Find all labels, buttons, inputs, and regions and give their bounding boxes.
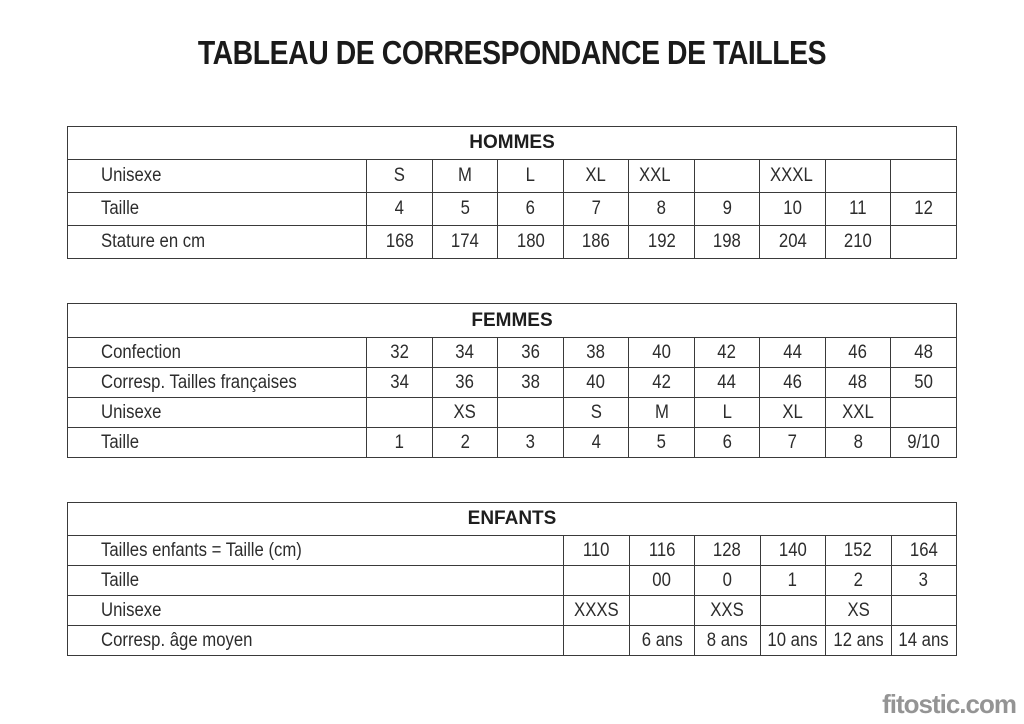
cell: [760, 193, 826, 226]
cell: [694, 226, 760, 259]
cell: [760, 160, 826, 193]
cell-text: XXL: [639, 165, 671, 186]
cell-text: Tailles enfants = Taille (cm): [101, 539, 302, 561]
row-label: [68, 398, 367, 428]
cell: [367, 193, 433, 226]
table-row: [68, 428, 957, 458]
cell: [825, 160, 891, 193]
cell: [760, 368, 826, 398]
cell-text: 210: [844, 231, 872, 252]
cell-text: 152: [844, 539, 873, 561]
cell: [760, 398, 826, 428]
cell-text: 10: [783, 198, 802, 219]
cell-text: 3: [919, 569, 929, 591]
enfants-table: [67, 502, 957, 656]
cell: [367, 428, 433, 458]
table-row: [68, 160, 957, 193]
cell-text: 9/10: [907, 431, 940, 453]
cell: [432, 193, 498, 226]
cell-text: 164: [909, 539, 938, 561]
cell: [432, 428, 498, 458]
table-row: [68, 566, 957, 596]
table-row: [68, 596, 957, 626]
cell: [891, 536, 957, 566]
cell-text: 7: [591, 198, 601, 219]
cell-text: 204: [778, 231, 807, 252]
cell: [760, 566, 826, 596]
row-label: [68, 368, 367, 398]
cell-text: 00: [652, 569, 672, 591]
cell: [629, 398, 695, 428]
cell: [564, 536, 630, 566]
cell-text: 110: [582, 539, 610, 561]
cell-text: 40: [652, 341, 671, 363]
cell: [563, 338, 629, 368]
row-label: [68, 626, 564, 656]
cell: [629, 160, 695, 193]
cell: [891, 398, 957, 428]
cell-text: XXL: [842, 401, 874, 423]
cell: [825, 226, 891, 259]
cell-text: Corresp. Tailles françaises: [101, 371, 297, 393]
row-label: [68, 193, 367, 226]
cell: [367, 368, 433, 398]
cell-text: 42: [717, 341, 737, 363]
cell-text: 192: [647, 231, 676, 252]
cell: [695, 596, 761, 626]
cell-text: Taille: [101, 569, 140, 591]
cell-text: 8: [853, 431, 863, 453]
cell-text: 6 ans: [641, 629, 683, 651]
cell: [891, 626, 957, 656]
cell: [825, 338, 891, 368]
cell: [826, 536, 892, 566]
cell-text: 1: [788, 569, 798, 591]
cell: [498, 398, 564, 428]
cell-text: 5: [656, 431, 667, 453]
cell: [629, 536, 695, 566]
cell: [498, 338, 564, 368]
cell-text: L: [525, 165, 536, 186]
cell: [760, 226, 826, 259]
cell: [629, 193, 695, 226]
cell-text: 44: [783, 341, 802, 363]
cell-text: Unisexe: [101, 165, 162, 186]
cell-text: 10 ans: [767, 629, 818, 651]
cell-text: 36: [521, 341, 540, 363]
cell-text: 8 ans: [706, 629, 748, 651]
cell-text: Confection: [101, 341, 181, 363]
cell-text: 46: [783, 371, 802, 393]
cell: [891, 226, 957, 259]
cell-text: 44: [717, 371, 737, 393]
cell-text: Stature en cm: [101, 231, 206, 252]
cell: [563, 226, 629, 259]
cell-text: 6: [722, 431, 732, 453]
cell-text: 4: [394, 198, 405, 219]
cell-text: 2: [853, 569, 863, 591]
cell: [760, 626, 826, 656]
cell: [826, 596, 892, 626]
cell-text: XXXS: [573, 599, 619, 621]
cell: [367, 338, 433, 368]
cell: [629, 338, 695, 368]
cell: [695, 626, 761, 656]
cell: [498, 193, 564, 226]
cell-text: XL: [585, 165, 607, 186]
table-row: [68, 226, 957, 259]
cell: [891, 338, 957, 368]
cell-text: S: [393, 165, 405, 186]
cell: [629, 566, 695, 596]
cell-text: 42: [652, 371, 671, 393]
cell: [564, 596, 630, 626]
femmes-table: [67, 303, 957, 458]
cell-text: Corresp. âge moyen: [101, 629, 253, 651]
hommes-table: [67, 126, 957, 259]
cell-text: XL: [782, 401, 803, 423]
cell-text: XXS: [710, 599, 744, 621]
cell-text: XXXL: [770, 165, 813, 186]
cell-text: Taille: [101, 431, 140, 453]
cell: [629, 626, 695, 656]
cell: [891, 596, 957, 626]
row-label: [68, 226, 367, 259]
cell: [563, 193, 629, 226]
cell: [367, 160, 433, 193]
cell-text: 4: [591, 431, 601, 453]
cell: [891, 566, 957, 596]
cell-text: 46: [848, 341, 868, 363]
table-row: [68, 536, 957, 566]
cell: [432, 398, 498, 428]
cell: [695, 536, 761, 566]
cell-text: 198: [713, 231, 741, 252]
cell: [564, 566, 630, 596]
cell: [432, 338, 498, 368]
cell-text: 32: [390, 341, 409, 363]
cell-text: 48: [914, 341, 933, 363]
cell-text: 5: [460, 198, 470, 219]
cell: [825, 398, 891, 428]
cell-text: XS: [453, 401, 477, 423]
watermark: fitostic.com: [882, 689, 1016, 719]
cell: [760, 536, 826, 566]
cell-text: 0: [722, 569, 732, 591]
page-title: TABLEAU DE CORRESPONDANCE DE TAILLES: [197, 34, 827, 71]
cell: [432, 226, 498, 259]
cell-text: 38: [521, 371, 540, 393]
cell-text: M: [457, 165, 472, 186]
table-row: [68, 626, 957, 656]
cell: [694, 398, 760, 428]
cell: [825, 193, 891, 226]
cell: [367, 398, 433, 428]
cell-text: 3: [525, 431, 536, 453]
cell-text: S: [590, 401, 602, 423]
cell-text: 180: [516, 231, 545, 252]
cell-text: Unisexe: [101, 599, 162, 621]
cell: [760, 428, 826, 458]
cell: [695, 566, 761, 596]
cell-text: 6: [525, 198, 536, 219]
cell-text: 48: [848, 371, 868, 393]
cell: [432, 160, 498, 193]
femmes-header: FEMMES: [68, 304, 957, 338]
cell-text: 168: [385, 231, 414, 252]
table-row: [68, 193, 957, 226]
cell-text: XS: [847, 599, 870, 621]
cell-text: 8: [656, 198, 667, 219]
cell: [891, 368, 957, 398]
cell: [629, 226, 695, 259]
cell: [694, 338, 760, 368]
cell: [498, 226, 564, 259]
cell-text: 186: [581, 231, 610, 252]
cell: [629, 368, 695, 398]
cell: [891, 193, 957, 226]
cell: [825, 428, 891, 458]
row-label: [68, 536, 564, 566]
row-label: [68, 428, 367, 458]
cell-text: 12 ans: [833, 629, 884, 651]
cell: [694, 428, 760, 458]
cell: [432, 368, 498, 398]
row-label: [68, 338, 367, 368]
cell: [694, 193, 760, 226]
cell-text: 1: [394, 431, 405, 453]
cell-text: L: [722, 401, 732, 423]
cell-text: 34: [455, 341, 475, 363]
cell-text: Unisexe: [101, 401, 162, 423]
cell-text: 11: [849, 198, 867, 219]
cell: [826, 566, 892, 596]
cell-text: 50: [914, 371, 933, 393]
cell-text: 12: [914, 198, 933, 219]
cell: [498, 428, 564, 458]
cell-text: 34: [390, 371, 409, 393]
row-label: [68, 160, 367, 193]
cell: [563, 428, 629, 458]
cell: [563, 398, 629, 428]
cell-text: 9: [722, 198, 732, 219]
cell: [498, 368, 564, 398]
cell: [563, 160, 629, 193]
cell-text: 128: [713, 539, 742, 561]
row-label: [68, 596, 564, 626]
cell: [367, 226, 433, 259]
cell: [629, 428, 695, 458]
enfants-header: ENFANTS: [68, 503, 957, 536]
cell: [825, 368, 891, 398]
cell: [498, 160, 564, 193]
hommes-header: HOMMES: [68, 127, 957, 160]
cell-text: 140: [778, 539, 807, 561]
table-row: [68, 398, 957, 428]
cell: [629, 596, 695, 626]
table-row: [68, 368, 957, 398]
cell: [694, 160, 760, 193]
cell-text: 40: [586, 371, 606, 393]
cell-text: 14 ans: [898, 629, 949, 651]
cell: [694, 368, 760, 398]
cell: [760, 338, 826, 368]
cell-text: 174: [450, 231, 479, 252]
cell-text: M: [654, 401, 669, 423]
cell: [891, 160, 957, 193]
table-row: [68, 338, 957, 368]
cell: [563, 368, 629, 398]
cell-text: 2: [460, 431, 470, 453]
cell-text: 36: [455, 371, 475, 393]
cell-text: 7: [787, 431, 798, 453]
cell: [891, 428, 957, 458]
cell-text: 38: [586, 341, 606, 363]
cell: [826, 626, 892, 656]
cell: [760, 596, 826, 626]
cell-text: 116: [648, 539, 676, 561]
cell-text: Taille: [101, 198, 140, 219]
row-label: [68, 566, 564, 596]
cell: [564, 626, 630, 656]
